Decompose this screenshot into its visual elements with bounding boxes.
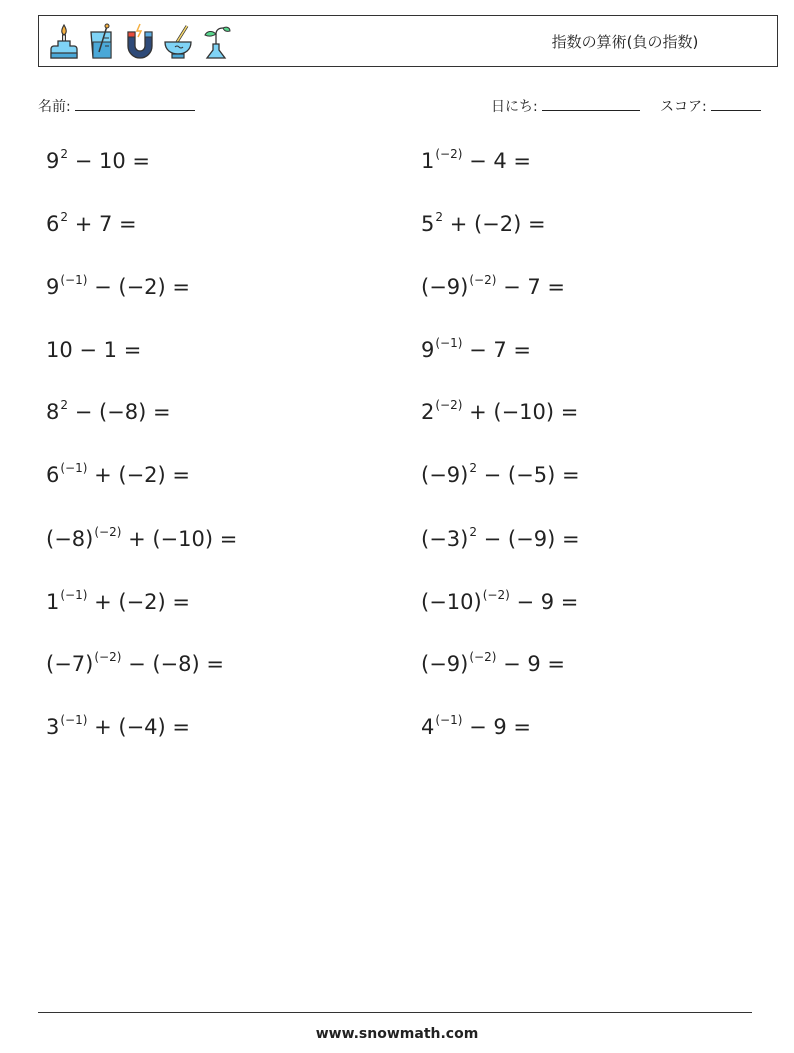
- problem-base: 8: [46, 400, 60, 424]
- problem-rest: − (−5) =: [476, 463, 580, 487]
- problem-left-3: [46, 275, 190, 299]
- problem-left-2: [46, 212, 137, 236]
- problem-left-10: [46, 715, 190, 739]
- problem-base: 9: [421, 338, 435, 362]
- problem-right-2: [421, 212, 546, 236]
- problem-exponent: 2: [469, 461, 477, 475]
- problem-left-9: [46, 652, 224, 676]
- problem-base: 6: [46, 212, 60, 236]
- problem-exponent: 2: [60, 398, 69, 412]
- worksheet-header: [38, 15, 778, 67]
- problem-rest: − 9 =: [462, 715, 532, 739]
- problem-exponent: (−2): [469, 273, 497, 287]
- problem-right-5: [421, 400, 578, 424]
- problem-rest: + (−10) =: [121, 527, 238, 551]
- problem-rest: − 7 =: [462, 338, 532, 362]
- plant-flask-icon: [199, 22, 233, 62]
- score-label: スコア:: [660, 99, 707, 115]
- problem-exponent: 2: [60, 210, 69, 224]
- problem-exponent: (−2): [435, 147, 463, 161]
- score-blank[interactable]: [711, 96, 761, 111]
- problem-rest: − 9 =: [509, 590, 579, 614]
- problem-rest: + (−2) =: [87, 590, 190, 614]
- footer-divider: [38, 1012, 752, 1013]
- problem-exponent: (−1): [60, 588, 88, 602]
- problem-rest: − (−8) =: [68, 400, 171, 424]
- problem-exponent: (−2): [94, 650, 122, 664]
- problem-rest: − (−8) =: [121, 652, 224, 676]
- problem-base: 9: [46, 275, 60, 299]
- problem-exponent: (−1): [60, 713, 88, 727]
- problem-left-8: [46, 590, 190, 614]
- problem-exponent: (−2): [435, 398, 463, 412]
- problem-rest: + (−2) =: [443, 212, 546, 236]
- problem-right-4: [421, 338, 531, 362]
- problem-base: 1: [421, 149, 435, 173]
- problem-base: 9: [46, 149, 60, 173]
- problem-base: 10 − 1 =: [46, 338, 142, 362]
- name-label: 名前:: [38, 99, 71, 115]
- beaker-icon: [85, 22, 119, 62]
- problem-base: 6: [46, 463, 60, 487]
- problem-rest: + 7 =: [68, 212, 137, 236]
- score-field: [660, 96, 761, 116]
- problem-exponent: (−1): [60, 461, 88, 475]
- problem-rest: + (−4) =: [87, 715, 190, 739]
- date-label: 日にち:: [491, 99, 538, 115]
- problem-left-4: [46, 338, 142, 362]
- problem-base: 3: [46, 715, 60, 739]
- problem-rest: − 9 =: [496, 652, 565, 676]
- problem-exponent: (−2): [94, 525, 122, 539]
- burner-icon: [47, 22, 81, 62]
- date-blank[interactable]: [542, 96, 640, 111]
- problem-rest: − 4 =: [462, 149, 532, 173]
- problem-right-8: [421, 590, 578, 614]
- problem-base: 2: [421, 400, 435, 424]
- problem-base: (−3): [421, 527, 469, 551]
- problem-rest: − (−9) =: [476, 527, 580, 551]
- problem-right-7: [421, 527, 580, 551]
- worksheet-title: 指数の算術(負の指数): [551, 32, 699, 51]
- problem-exponent: (−2): [482, 588, 510, 602]
- date-field: [491, 96, 640, 116]
- problem-exponent: (−1): [435, 713, 463, 727]
- problem-rest: + (−10) =: [462, 400, 579, 424]
- problem-rest: − 10 =: [68, 149, 150, 173]
- problem-exponent: (−2): [469, 650, 497, 664]
- name-field: [38, 96, 195, 116]
- problem-left-6: [46, 463, 190, 487]
- problem-base: (−10): [421, 590, 482, 614]
- problem-base: (−9): [421, 463, 469, 487]
- problem-base: (−9): [421, 275, 469, 299]
- problem-rest: − (−2) =: [87, 275, 190, 299]
- icon-strip: [47, 19, 233, 65]
- problem-left-1: [46, 149, 150, 173]
- footer-url[interactable]: www.snowmath.com: [315, 1026, 479, 1042]
- problem-base: 1: [46, 590, 60, 614]
- name-blank[interactable]: [75, 96, 195, 111]
- problem-base: (−7): [46, 652, 94, 676]
- problem-exponent: 2: [469, 525, 477, 539]
- problem-right-10: [421, 715, 531, 739]
- problem-exponent: 2: [60, 147, 69, 161]
- problem-base: (−9): [421, 652, 469, 676]
- magnet-icon: [123, 22, 157, 62]
- problem-left-7: [46, 527, 237, 551]
- problem-rest: − 7 =: [496, 275, 565, 299]
- problem-left-5: [46, 400, 171, 424]
- problem-rest: + (−2) =: [87, 463, 190, 487]
- problem-right-3: [421, 275, 565, 299]
- problem-exponent: 2: [435, 210, 444, 224]
- problem-exponent: (−1): [435, 336, 463, 350]
- problem-exponent: (−1): [60, 273, 88, 287]
- problem-right-1: [421, 149, 531, 173]
- problem-right-6: [421, 463, 580, 487]
- mortar-pestle-icon: [161, 22, 195, 62]
- problem-base: (−8): [46, 527, 94, 551]
- problem-right-9: [421, 652, 565, 676]
- problem-base: 5: [421, 212, 435, 236]
- problem-base: 4: [421, 715, 435, 739]
